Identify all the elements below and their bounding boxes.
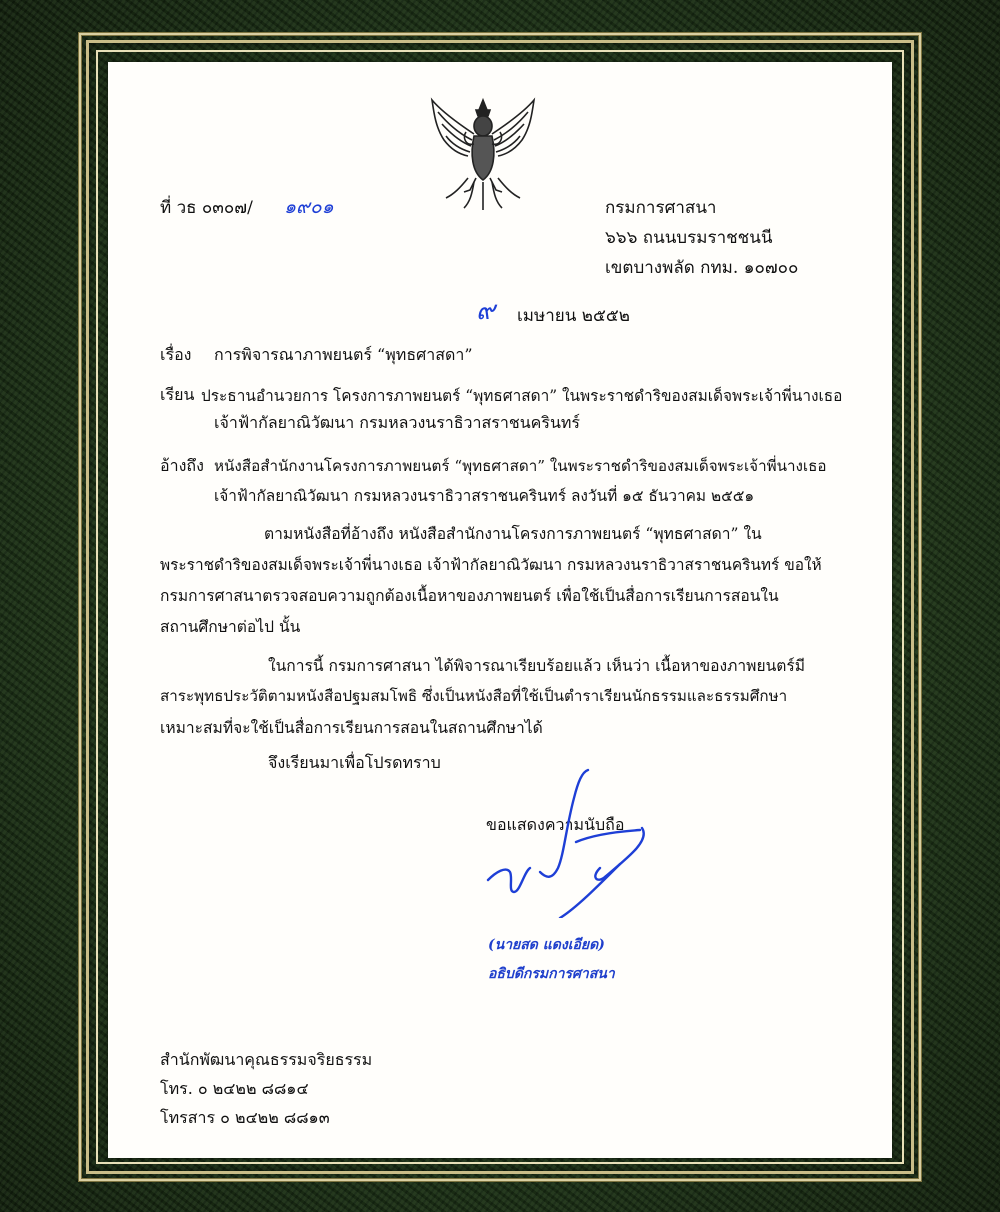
to-line2: เจ้าฟ้ากัลยาณิวัฒนา กรมหลวงนราธิวาสราชนครินทร์ xyxy=(214,413,581,432)
sender-address-line2: เขตบางพลัด กทม. ๑๐๗๐๐ xyxy=(605,258,799,278)
para2-line2: สาระพุทธประวัติตามหนังสือปฐมสมโพธิ ซึ่งเป็นหนังสือที่ใช้เป็นตำราเรียนนักธรรมและธรรมศึกษา xyxy=(160,687,788,705)
para2-line1: ในการนี้ กรมการศาสนา ได้พิจารณาเรียบร้อยแล้ว เห็นว่า เนื้อหาของภาพยนตร์มี xyxy=(268,657,806,675)
reference-number-handwritten: ๑๙๐๑ xyxy=(284,196,334,218)
reference-line2: เจ้าฟ้ากัลยาณิวัฒนา กรมหลวงนราธิวาสราชนครินทร์ ลงวันที่ ๑๕ ธันวาคม ๒๕๕๑ xyxy=(214,487,755,505)
reference-label: อ้างถึง xyxy=(160,456,204,475)
subject-label: เรื่อง xyxy=(160,345,192,364)
letter-paper xyxy=(108,62,892,1158)
sender-org: กรมการศาสนา xyxy=(605,198,717,218)
reference-line1: หนังสือสำนักงานโครงการภาพยนตร์ “พุทธศาสดา” ในพระราชดำริของสมเด็จพระเจ้าพี่นางเธอ xyxy=(214,457,827,475)
signer-title: อธิบดีกรมการศาสนา xyxy=(488,966,615,982)
subject-text: การพิจารณาภาพยนตร์ “พุทธศาสดา” xyxy=(214,345,473,364)
phone-number: โทร. ๐ ๒๔๒๒ ๘๘๑๔ xyxy=(160,1079,309,1098)
office-name: สำนักพัฒนาคุณธรรมจริยธรรม xyxy=(160,1050,373,1069)
to-label: เรียน xyxy=(160,385,195,404)
para1-line3: กรมการศาสนาตรวจสอบความถูกต้องเนื้อหาของภาพยนตร์ เพื่อใช้เป็นสื่อการเรียนการสอนใน xyxy=(160,587,779,605)
date-day-handwritten: ๙ xyxy=(476,296,496,326)
para1-line2: พระราชดำริของสมเด็จพระเจ้าพี่นางเธอ เจ้าฟ้ากัลยาณิวัฒนา กรมหลวงนราธิวาสราชนครินทร์ ขอให้ xyxy=(160,556,822,574)
handwritten-signature xyxy=(480,768,670,918)
date-month-year: เมษายน ๒๕๕๒ xyxy=(517,306,630,326)
para1-line1: ตามหนังสือที่อ้างถึง หนังสือสำนักงานโครงการภาพยนตร์ “พุทธศาสดา” ใน xyxy=(264,525,762,543)
garuda-emblem-icon xyxy=(424,94,542,214)
sender-address-line1: ๖๖๖ ถนนบรมราชชนนี xyxy=(605,228,773,248)
closing-request: จึงเรียนมาเพื่อโปรดทราบ xyxy=(268,753,441,772)
para2-line3: เหมาะสมที่จะใช้เป็นสื่อการเรียนการสอนในสถานศึกษาได้ xyxy=(160,719,543,737)
para1-line4: สถานศึกษาต่อไป นั้น xyxy=(160,618,301,636)
fax-number: โทรสาร ๐ ๒๔๒๒ ๘๘๑๓ xyxy=(160,1108,330,1127)
signer-name: (นายสด แดงเอียด) xyxy=(488,937,605,953)
reference-number-label: ที่ วธ ๐๓๐๗/ xyxy=(160,198,253,218)
to-line1: ประธานอำนวยการ โครงการภาพยนตร์ “พุทธศาสดา” ในพระราชดำริของสมเด็จพระเจ้าพี่นางเธอ xyxy=(201,387,843,405)
closing-regards: ขอแสดงความนับถือ xyxy=(486,815,625,834)
